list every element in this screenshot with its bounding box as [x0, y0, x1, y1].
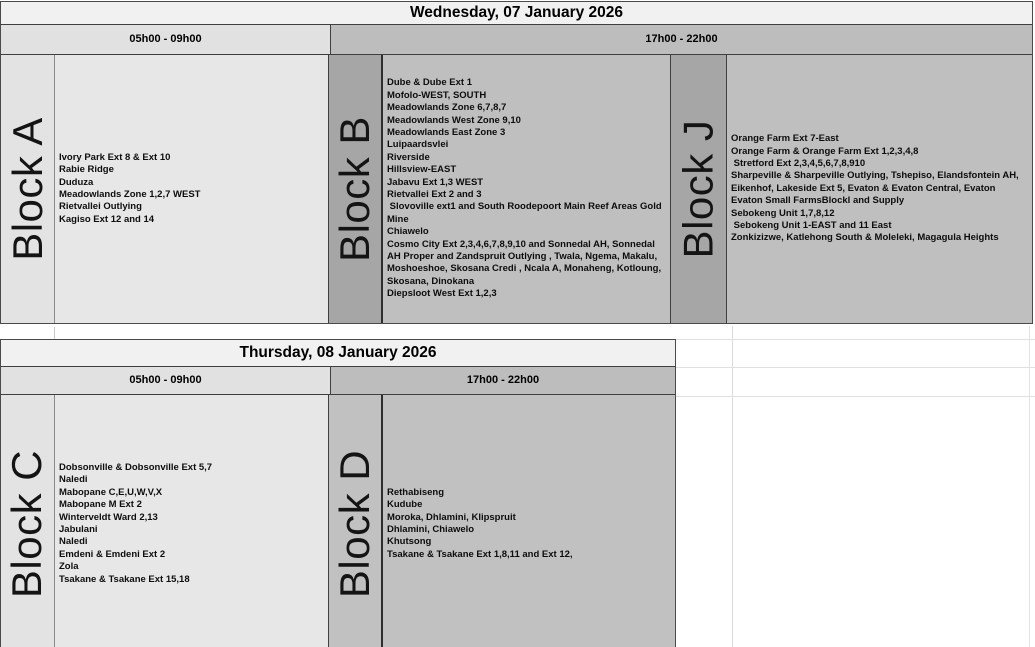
- block-b-areas-cell: [383, 55, 671, 323]
- time-header-morning-thursday: 05h00 - 09h00: [1, 367, 331, 394]
- block-c-areas-cell: [55, 395, 329, 647]
- block-d-label-cell: [329, 395, 383, 647]
- sheet-gridline-horizontal: [676, 396, 1035, 397]
- blocks-row-thursday: [1, 395, 675, 647]
- block-a-areas-text: Ivory Park Ext 8 & Ext 10 Rabie Ridge Duduza Meadowlands Zone 1,2,7 WEST Rietvallei Outlying Kagiso Ext 12 and 14: [59, 151, 201, 225]
- time-header-morning-wednesday: 05h00 - 09h00: [1, 25, 331, 54]
- block-b-areas-text: Dube & Dube Ext 1 Mofolo-WEST, SOUTH Meadowlands Zone 6,7,8,7 Meadowlands West Zone 9,10 Meadowlands East Zone 3 Luipaardsvlei Riverside Hillsview-EAST Jabavu Ext 1,3 WEST Rietvallei Ext 2 and 3 Slovoville ext1 and South Roodepoort Main Reef Areas Gold Mine Chiawelo Cosmo City Ext 2,3,4,6,7,8,9,10 and Sonnedal AH, Sonnedal AH Proper and Zandspruit Outlying , Twala, Ngema, Makalu, Moshoeshoe, Skosana Credi , Ncala A, Monaheng, Kotloung, Skosana, Dinokana Diepsloot West Ext 1,2,3: [387, 77, 662, 300]
- block-a-label-cell: [1, 55, 55, 323]
- sheet-gridline-vertical: [732, 326, 733, 647]
- block-c-label: Block C: [3, 449, 51, 599]
- block-b-label-cell: [329, 55, 383, 323]
- time-header-evening-wednesday: 17h00 - 22h00: [331, 25, 1032, 54]
- block-c-label-cell: [1, 395, 55, 647]
- block-c-areas-text: Dobsonville & Dobsonville Ext 5,7 Naledi Mabopane C,E,U,W,V,X Mabopane M Ext 2 Winterveldt Ward 2,13 Jabulani Naledi Emdeni & Emdeni Ext 2 Zola Tsakane & Tsakane Ext 15,18: [59, 461, 213, 585]
- block-j-areas-cell: [727, 55, 1032, 323]
- time-header-row-wednesday: [1, 25, 1032, 55]
- sheet-gridline-horizontal: [676, 367, 1035, 368]
- block-d-label: Block D: [331, 449, 379, 599]
- block-j-label-cell: [671, 55, 727, 323]
- sheet-gridline-vertical: [1029, 326, 1030, 647]
- block-d-areas-text: Rethabiseng Kudube Moroka, Dhlamini, Klipspruit Dhlamini, Chiawelo Khutsong Tsakane & Tsakane Ext 1,8,11 and Ext 12,: [387, 486, 573, 560]
- block-j-label: Block J: [674, 119, 722, 259]
- sheet-gridline-tick: [54, 327, 55, 339]
- day-title-wednesday: Wednesday, 07 January 2026: [1, 2, 1032, 25]
- sheet-gridline-horizontal: [676, 339, 1035, 340]
- block-b-label: Block B: [331, 116, 379, 262]
- time-header-evening-thursday: 17h00 - 22h00: [331, 367, 675, 394]
- block-d-areas-cell: [383, 395, 675, 647]
- day-title-thursday: Thursday, 08 January 2026: [1, 340, 675, 367]
- block-a-label: Block A: [3, 117, 51, 261]
- day-table-thursday: [0, 339, 676, 647]
- blocks-row-wednesday: [1, 55, 1032, 323]
- block-a-areas-cell: [55, 55, 329, 323]
- time-header-row-thursday: [1, 367, 675, 395]
- block-j-areas-text: Orange Farm Ext 7-East Orange Farm & Orange Farm Ext 1,2,3,4,8 Stretford Ext 2,3,4,5,6,7,8,910 Sharpeville & Sharpeville Outlying, Tshepiso, Elandsfontein AH, Eikenhof, Lakeside Ext 5, Evaton & Evaton Central, Evaton Evaton Small FarmsBlockl and Supply Sebokeng Unit 1,7,8,12 Sebokeng Unit 1-EAST and 11 East Zonkizizwe, Katlehong South & Moleleki, Magagula Heights: [731, 133, 1019, 244]
- day-table-wednesday: [0, 1, 1033, 324]
